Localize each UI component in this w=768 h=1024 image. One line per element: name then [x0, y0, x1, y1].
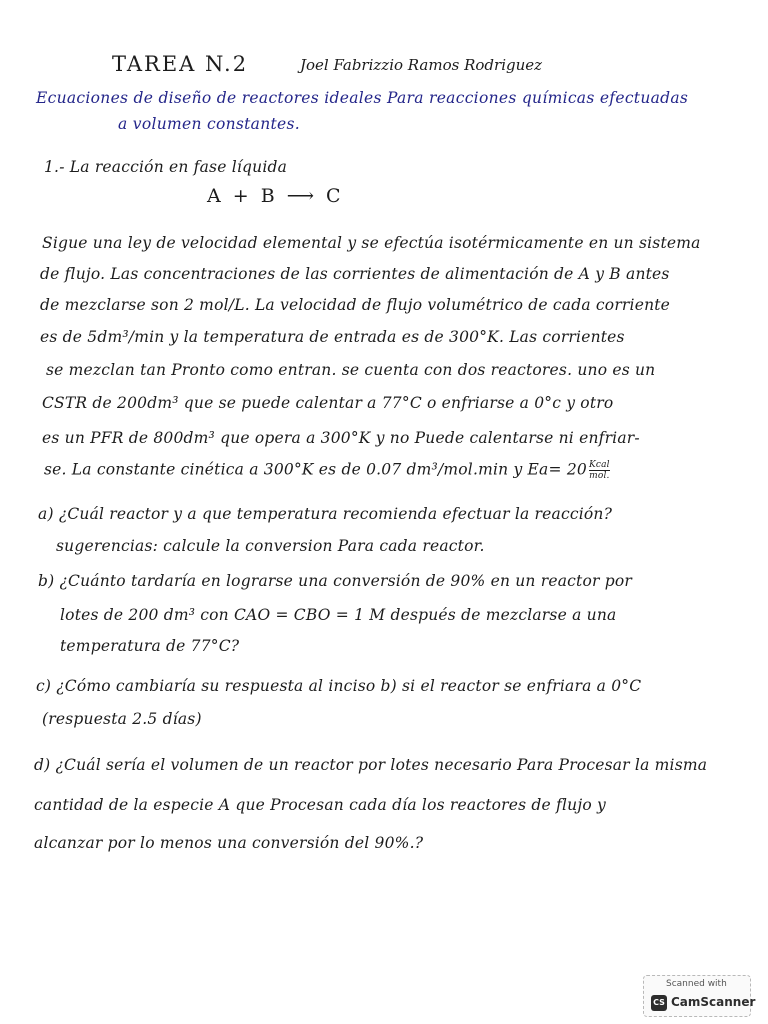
- problem-line-8: [44, 460, 610, 481]
- question-c-line-1: c) ¿Cómo cambiaría su respuesta al inciso b) si el reactor se enfriara a 0°C: [36, 677, 642, 695]
- problem-line-6: CSTR de 200dm³ que se puede calentar a 77°C o enfriarse a 0°c y otro: [42, 394, 614, 412]
- problem-line-1: Sigue una ley de velocidad elemental y se efectúa isotérmicamente en un sistema: [42, 234, 701, 252]
- question-d-line-2: cantidad de la especie A que Procesan cada día los reactores de flujo y: [34, 796, 606, 814]
- problem-line-5: se mezclan tan Pronto como entran. se cuenta con dos reactores. uno es un: [46, 361, 656, 379]
- problem-line-4: es de 5dm³/min y la temperatura de entrada es de 300°K. Las corrientes: [40, 328, 625, 346]
- problem-line-3: de mezclarse son 2 mol/L. La velocidad de flujo volumétrico de cada corriente: [40, 296, 671, 314]
- problem-line-7: es un PFR de 800dm³ que opera a 300°K y no Puede calentarse ni enfriar-: [42, 429, 640, 447]
- assignment-title: TAREA N.2: [112, 52, 249, 76]
- question-d-line-1: d) ¿Cuál sería el volumen de un reactor por lotes necesario Para Procesar la misma: [34, 756, 708, 774]
- scanned-with-label: Scanned with: [666, 979, 727, 989]
- question-c-line-2: (respuesta 2.5 días): [42, 710, 202, 728]
- question-a-line-2: sugerencias: calcule la conversion Para cada reactor.: [56, 537, 485, 555]
- reaction-equation: A + B ⟶ C: [207, 185, 344, 207]
- question-b-line-2: lotes de 200 dm³ con CAO = CBO = 1 M después de mezclarse a una: [60, 606, 617, 624]
- ea-unit-fraction: [589, 460, 610, 481]
- camscanner-logo-icon: CS: [651, 995, 667, 1011]
- question-a-line-1: a) ¿Cuál reactor y a que temperatura recomienda efectuar la reacción?: [38, 505, 613, 523]
- author-name: Joel Fabrizzio Ramos Rodriguez: [300, 56, 543, 74]
- ea-unit-numerator: Kcal: [588, 460, 610, 470]
- question-b-line-1: b) ¿Cuánto tardaría en lograrse una conversión de 90% en un reactor por: [38, 572, 633, 590]
- camscanner-watermark: [643, 975, 756, 1017]
- question-b-line-3: temperatura de 77°C?: [60, 637, 240, 655]
- subtitle-line-1: Ecuaciones de diseño de reactores ideales Para reacciones químicas efectuadas: [36, 89, 689, 107]
- problem-line-8-text: se. La constante cinética a 300°K es de 0.07 dm³/mol.min y Ea= 20: [44, 460, 587, 479]
- subtitle-line-2: a volumen constantes.: [118, 115, 300, 133]
- problem-intro: 1.- La reacción en fase líquida: [44, 158, 288, 176]
- problem-line-2: de flujo. Las concentraciones de las corrientes de alimentación de A y B antes: [40, 265, 670, 283]
- question-d-line-3: alcanzar por lo menos una conversión del 90%.?: [34, 834, 424, 852]
- ea-unit-denominator: mol.: [589, 471, 610, 481]
- camscanner-brand: CamScanner: [671, 995, 756, 1009]
